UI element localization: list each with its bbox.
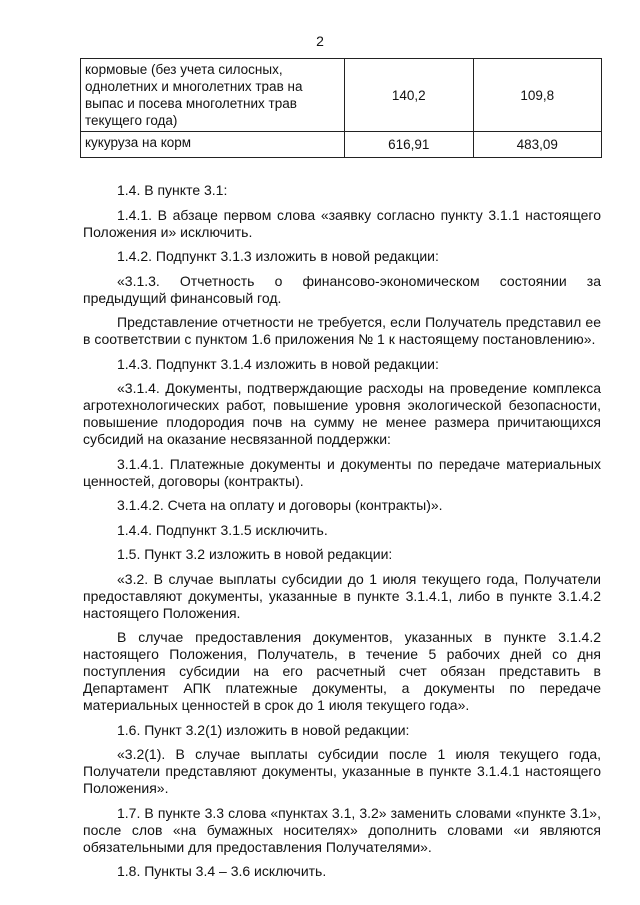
paragraph: 1.8. Пункты 3.4 – 3.6 исключить. [117,863,327,879]
paragraph: «3.2. В случае выплаты субсидии до 1 июля текущего года, Получатели предоставляют документы, указанные в пункте 3.1.4.1, либо в пункте 3.1.4.2 настоящего Положения. [83,570,601,621]
paragraph: 1.4.3. Подпункт 3.1.4 изложить в новой редакции: [117,355,439,372]
paragraph: Представление отчетности не требуется, если Получатель представил ее в соответствии с пунктом 1.6 приложения № 1 к настоящему постановлению». [83,314,601,347]
table-row [81,132,602,158]
paragraph: 1.5. Пункт 3.2 изложить в новой редакции: [117,546,393,562]
table-cell-value-2: 109,8 [473,59,602,132]
page-number: 2 [316,33,324,49]
table-cell-value-2: 483,09 [473,132,602,158]
table-cell-crop-name: кукуруза на корм [81,132,345,158]
document-body [83,182,601,888]
paragraph: 3.1.4.2. Счета на оплату и договоры (контракты)». [117,497,443,513]
crops-table [80,58,602,158]
paragraph: 1.7. В пункте 3.3 слова «пунктах 3.1, 3.2» заменить словами «пункте 3.1», после слов «на бумажных носителях» дополнить словами «и являются обязательными для предоставления Получателями». [83,804,601,855]
table-row [81,59,602,132]
paragraph: 1.6. Пункт 3.2(1) изложить в новой редакции: [117,721,410,738]
paragraph: 1.4.1. В абзаце первом слова «заявку согласно пункту 3.1.1 настоящего Положения и» исключить. [83,206,601,240]
paragraph: «3.1.4. Документы, подтверждающие расходы на проведение комплекса агротехнологических работ, повышение уровня экологической безопасности, повышение плодородия почв на сумму не менее размера причитающихся субсидий на оказание несвязанной поддержки: [83,380,601,447]
table-cell-crop-name: кормовые (без учета силосных, однолетних и многолетних трав на выпас и посева многолетних трав текущего года) [81,59,345,132]
paragraph: «3.1.3. Отчетность о финансово-экономическом состоянии за предыдущий финансовый год. [83,272,601,306]
table-cell-value-1: 140,2 [345,59,474,132]
paragraph: 1.4.4. Подпункт 3.1.5 исключить. [117,521,328,538]
paragraph: В случае предоставления документов, указанных в пункте 3.1.4.2 настоящего Положения, Получатель, в течение 5 рабочих дней со дня поступления субсидии на его расчетный счет обязан представить в Департамент АПК платежные документы, а документы по передаче материальных ценностей в срок до 1 июля текущего года». [83,629,601,713]
table-cell-value-1: 616,91 [345,132,474,158]
paragraph: «3.2(1). В случае выплаты субсидии после 1 июля текущего года, Получатели представляют документы, указанные в пункте 3.1.4.1 настоящего Положения». [83,746,601,796]
paragraph: 3.1.4.1. Платежные документы и документы по передаче материальных ценностей, договоры (контракты). [83,455,601,489]
paragraph: 1.4. В пункте 3.1: [117,182,228,198]
paragraph: 1.4.2. Подпункт 3.1.3 изложить в новой редакции: [117,248,439,264]
